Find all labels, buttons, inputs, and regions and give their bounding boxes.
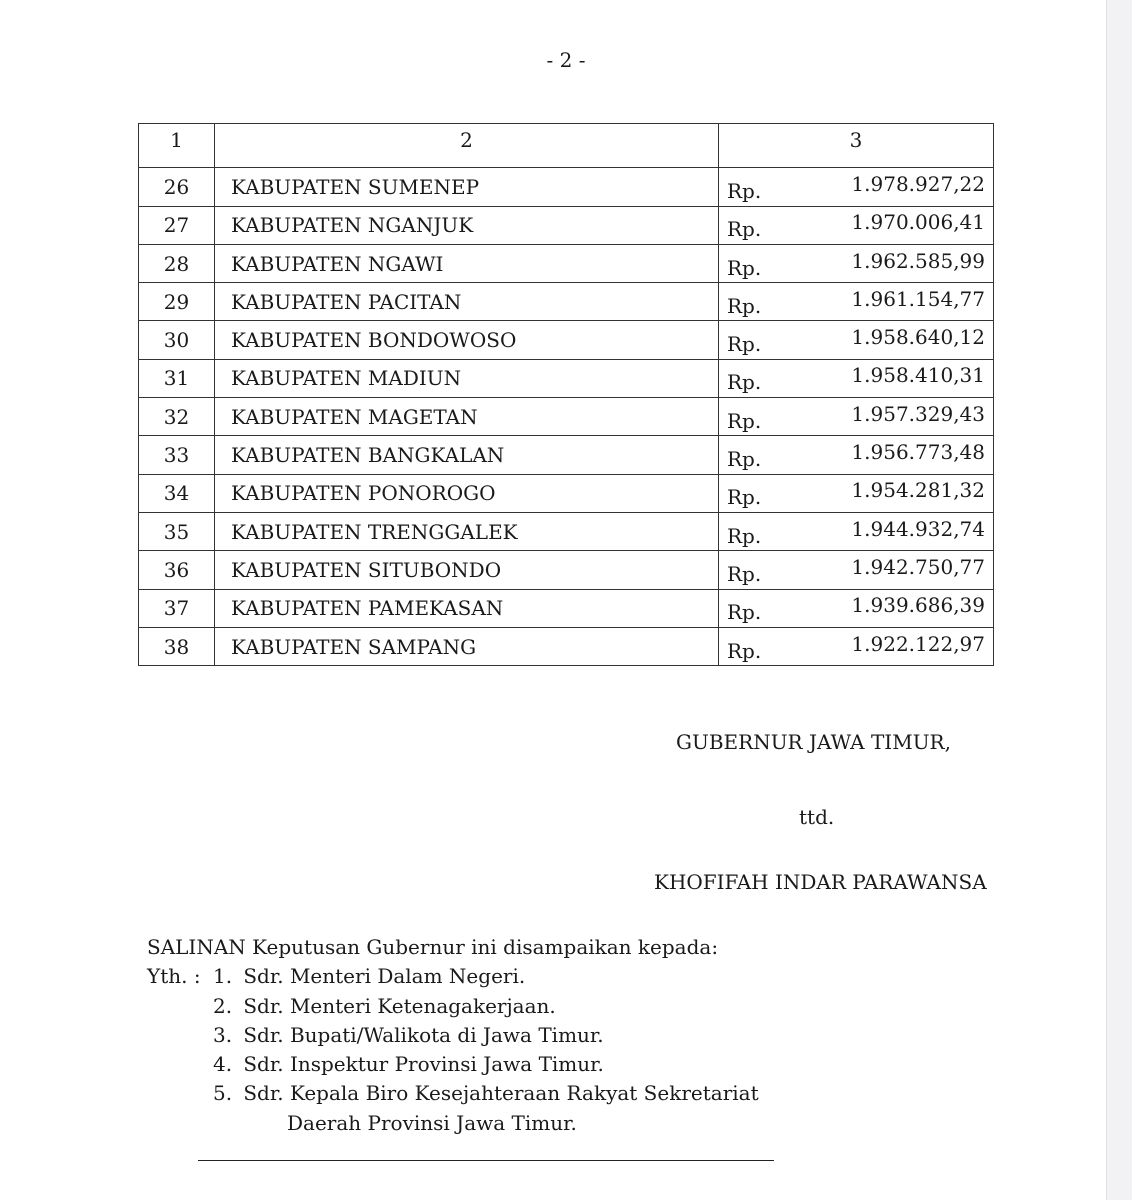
- table-row: [139, 206, 994, 244]
- amount-value: 1.956.773,48: [851, 440, 985, 465]
- table-row: [139, 321, 994, 359]
- amount-value: 1.942.750,77: [851, 554, 985, 579]
- table-row: [139, 359, 994, 397]
- distribution-item: Yth. : 1. Sdr. Menteri Dalam Negeri.: [147, 962, 759, 991]
- regency-name: KABUPATEN SUMENEP: [215, 168, 719, 206]
- amount-cell: [719, 321, 994, 359]
- regency-name: KABUPATEN BANGKALAN: [215, 436, 719, 474]
- regency-name: KABUPATEN NGANJUK: [215, 206, 719, 244]
- distribution-item: 4. Sdr. Inspektur Provinsi Jawa Timur.: [213, 1052, 604, 1077]
- currency-label: Rp.: [727, 447, 762, 472]
- table-row: [139, 512, 994, 550]
- distribution-item: 5. Sdr. Kepala Biro Kesejahteraan Rakyat Sekretariat: [213, 1081, 759, 1106]
- row-number: 30: [139, 321, 215, 359]
- amount-cell: [719, 398, 994, 436]
- regency-name: KABUPATEN SITUBONDO: [215, 551, 719, 589]
- amount-value: 1.970.006,41: [851, 210, 985, 235]
- amount-cell: [719, 589, 994, 627]
- row-number: 37: [139, 589, 215, 627]
- table-row: [139, 398, 994, 436]
- currency-label: Rp.: [727, 255, 762, 280]
- amount-value: 1.962.585,99: [851, 248, 985, 273]
- regency-name: KABUPATEN PACITAN: [215, 283, 719, 321]
- table-row: [139, 589, 994, 627]
- bottom-rule: [198, 1160, 774, 1161]
- table-row: [139, 627, 994, 665]
- row-number: 31: [139, 359, 215, 397]
- amount-cell: [719, 244, 994, 282]
- amount-cell: [719, 283, 994, 321]
- currency-label: Rp.: [727, 523, 762, 548]
- currency-label: Rp.: [727, 485, 762, 510]
- table-row: [139, 436, 994, 474]
- wage-table: [138, 123, 994, 666]
- signatory-name: KHOFIFAH INDAR PARAWANSA: [654, 870, 987, 894]
- amount-cell: [719, 168, 994, 206]
- regency-name: KABUPATEN MADIUN: [215, 359, 719, 397]
- row-number: 38: [139, 627, 215, 665]
- table-row: [139, 283, 994, 321]
- amount-cell: [719, 551, 994, 589]
- currency-label: Rp.: [727, 408, 762, 433]
- currency-label: Rp.: [727, 178, 762, 203]
- row-number: 29: [139, 283, 215, 321]
- currency-label: Rp.: [727, 561, 762, 586]
- regency-name: KABUPATEN PAMEKASAN: [215, 589, 719, 627]
- amount-value: 1.958.410,31: [851, 363, 985, 388]
- yth-label: Yth. :: [147, 964, 201, 989]
- amount-cell: [719, 627, 994, 665]
- table-row: [139, 551, 994, 589]
- regency-name: KABUPATEN PONOROGO: [215, 474, 719, 512]
- header-col-1: 1: [139, 124, 215, 168]
- regency-name: KABUPATEN NGAWI: [215, 244, 719, 282]
- currency-label: Rp.: [727, 332, 762, 357]
- distribution-item: 3. Sdr. Bupati/Walikota di Jawa Timur.: [213, 1022, 604, 1047]
- row-number: 26: [139, 168, 215, 206]
- amount-value: 1.939.686,39: [851, 593, 985, 618]
- table-header-row: [139, 124, 994, 168]
- row-number: 32: [139, 398, 215, 436]
- amount-value: 1.961.154,77: [851, 286, 985, 311]
- regency-name: KABUPATEN TRENGGALEK: [215, 512, 719, 550]
- distribution-list: [147, 933, 759, 1138]
- currency-label: Rp.: [727, 638, 762, 663]
- distribution-item-continuation: Daerah Provinsi Jawa Timur.: [287, 1110, 577, 1135]
- distribution-item: 2. Sdr. Menteri Ketenagakerjaan.: [213, 993, 556, 1018]
- table-row: [139, 168, 994, 206]
- row-number: 28: [139, 244, 215, 282]
- row-number: 36: [139, 551, 215, 589]
- currency-label: Rp.: [727, 370, 762, 395]
- amount-value: 1.922.122,97: [851, 631, 985, 656]
- table-row: [139, 244, 994, 282]
- amount-cell: [719, 206, 994, 244]
- header-col-3: 3: [719, 124, 994, 168]
- row-number: 35: [139, 512, 215, 550]
- signature-ttd: ttd.: [799, 805, 835, 829]
- amount-value: 1.944.932,74: [851, 516, 985, 541]
- page-number: - 2 -: [546, 48, 586, 72]
- header-col-2: 2: [215, 124, 719, 168]
- currency-label: Rp.: [727, 217, 762, 242]
- amount-value: 1.957.329,43: [851, 401, 985, 426]
- distribution-intro: SALINAN Keputusan Gubernur ini disampaikan kepada:: [147, 935, 719, 959]
- amount-cell: [719, 474, 994, 512]
- row-number: 27: [139, 206, 215, 244]
- amount-cell: [719, 512, 994, 550]
- page-edge-strip: [1106, 0, 1132, 1200]
- regency-name: KABUPATEN BONDOWOSO: [215, 321, 719, 359]
- amount-cell: [719, 359, 994, 397]
- signature-title: GUBERNUR JAWA TIMUR,: [676, 730, 951, 754]
- table-row: [139, 474, 994, 512]
- currency-label: Rp.: [727, 293, 762, 318]
- regency-name: KABUPATEN SAMPANG: [215, 627, 719, 665]
- amount-value: 1.978.927,22: [851, 171, 985, 196]
- amount-value: 1.954.281,32: [851, 478, 985, 503]
- amount-value: 1.958.640,12: [851, 325, 985, 350]
- row-number: 34: [139, 474, 215, 512]
- row-number: 33: [139, 436, 215, 474]
- amount-cell: [719, 436, 994, 474]
- regency-name: KABUPATEN MAGETAN: [215, 398, 719, 436]
- currency-label: Rp.: [727, 600, 762, 625]
